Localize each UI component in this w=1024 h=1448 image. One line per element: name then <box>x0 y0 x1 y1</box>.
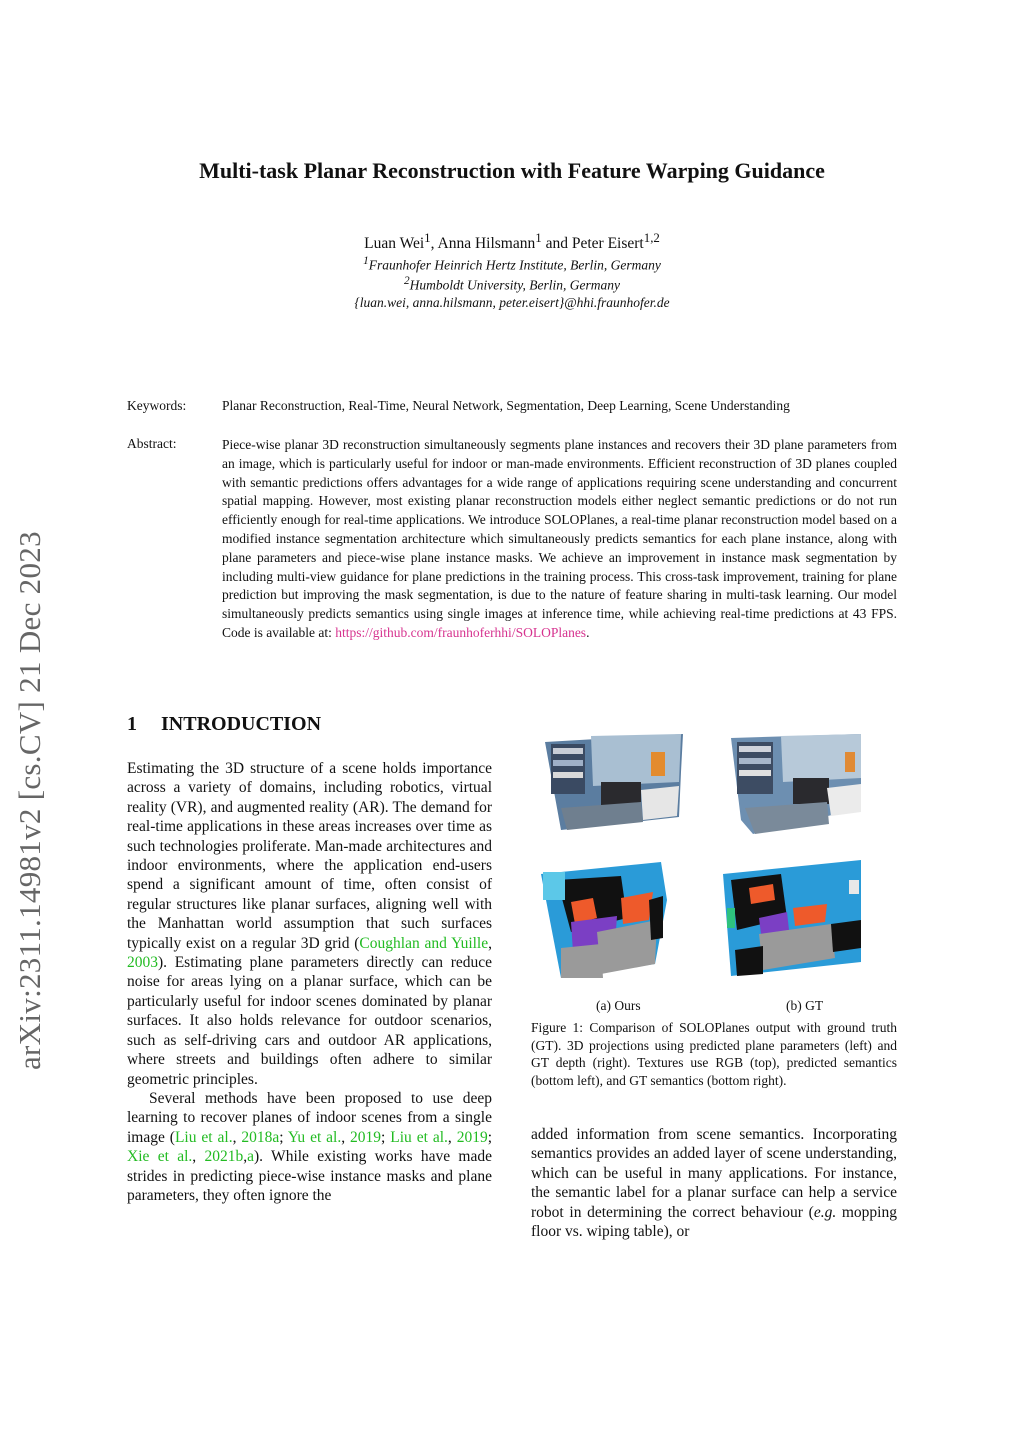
paragraph-text: Estimating the 3D structure of a scene holds importance across a variety of domains, including robotics, virtual reality (VR), and augmented reality (AR). The demand for real-time applications in these areas increases over time as such technologies proliferate. Man-made architectures and indoor environments, where the application end-users spend a significant amount of time, often consist of regular structures like planar surfaces, aligning well with the Manhattan world assumption that such surfaces typically exist on a regular 3D grid ( <box>127 760 492 952</box>
citation-link[interactable]: 2003 <box>127 954 158 972</box>
abstract-end: . <box>586 624 590 640</box>
left-column <box>127 759 492 1205</box>
paragraph <box>531 1125 897 1241</box>
affiliation-mark: 1,2 <box>643 230 660 245</box>
paragraph-text: ). While existing works have made strides in predicting piece-wise instance masks and plane parameters, they often ignore the <box>127 1148 492 1204</box>
citation-separator: , <box>488 934 492 952</box>
citation-separator: , <box>192 1148 205 1166</box>
author-separator: and <box>541 235 572 253</box>
affiliation-text: Fraunhofer Heinrich Hertz Institute, Berlin, Germany <box>368 257 661 273</box>
citation-separator: ; <box>487 1128 492 1146</box>
affiliation-mark: 1 <box>363 255 369 267</box>
paragraph-text: Several methods have been proposed to use deep learning to recover planes of indoor scenes from a single image ( <box>127 1089 492 1146</box>
section-heading <box>127 713 321 736</box>
keywords-text: Planar Reconstruction, Real-Time, Neural Network, Segmentation, Deep Learning, Scene Understanding <box>222 398 790 413</box>
section-number: 1 <box>127 713 137 735</box>
citation-link[interactable]: Liu et al. <box>390 1128 448 1146</box>
paragraph-text: ). Estimating plane parameters directly can reduce noise for areas lying on a planar surface, which can be particularly useful for indoor scenes dominated by planar surfaces. It also holds relevance for outdoor scenarios, such as self-driving cars and outdoor AR applications, where streets and buildings often adhere to similar geometric principles. <box>127 954 492 1088</box>
citation-link[interactable]: 2021b <box>204 1148 244 1166</box>
abstract-body <box>222 436 897 643</box>
author-emails: {luan.wei, anna.hilsmann, peter.eisert}@hhi.fraunhofer.de <box>354 295 670 310</box>
citation-separator: ; <box>381 1128 391 1146</box>
ours-rgb-projection <box>545 734 683 830</box>
citation-link[interactable]: 2019 <box>456 1128 488 1146</box>
ours-semantic-projection <box>541 862 667 978</box>
author-name: Peter Eisert <box>571 235 644 253</box>
affiliation-text: Humboldt University, Berlin, Germany <box>409 277 620 293</box>
section-title: INTRODUCTION <box>161 713 322 735</box>
right-column <box>531 1125 897 1241</box>
figure-caption: Figure 1: Comparison of SOLOPlanes output with ground truth (GT). 3D projections using predicted plane parameters (left) and GT depth (right). Textures use RGB (top), predicted semantics (bottom left), and GT semantics (bottom right). <box>531 1020 897 1088</box>
citation-separator: , <box>341 1128 351 1146</box>
figure-1-images <box>531 712 897 997</box>
citation-link[interactable]: Liu et al. <box>174 1128 233 1146</box>
paragraph <box>127 759 492 1089</box>
gt-semantic-projection <box>723 860 861 976</box>
paragraph-text: mopping floor vs. wiping table), or <box>531 1203 897 1241</box>
citation-separator: , <box>232 1128 242 1146</box>
affiliation-2 <box>0 275 1024 294</box>
citation-separator: , <box>243 1148 248 1166</box>
emphasis-text: e.g. <box>813 1203 837 1221</box>
citation-link[interactable]: a <box>247 1148 254 1166</box>
author-separator: , <box>430 235 438 253</box>
affiliation-mark: 1 <box>535 230 542 245</box>
citation-separator: ; <box>279 1128 288 1146</box>
citation-link[interactable]: Coughlan and Yuille <box>359 934 489 952</box>
citation-link[interactable]: 2018a <box>241 1128 280 1146</box>
citation-link[interactable]: Yu et al. <box>287 1128 342 1146</box>
author-list <box>0 230 1024 253</box>
citation-link[interactable]: Xie et al. <box>127 1148 193 1166</box>
citation-link[interactable]: 2019 <box>350 1128 382 1146</box>
affiliation-mark: 2 <box>404 275 410 287</box>
keywords-label: Keywords: <box>127 398 187 413</box>
paragraph-text: added information from scene semantics. Incorporating semantics provides an added layer of scene understanding, which can be useful in many applications. For instance, the semantic label for a planar surface can help a service robot in determining the correct behaviour ( <box>531 1126 897 1221</box>
arxiv-identifier: arXiv:2311.14981v2 [cs.CV] 21 Dec 2023 <box>12 531 47 1070</box>
paper-title: Multi-task Planar Reconstruction with Feature Warping Guidance <box>199 158 825 183</box>
author-name: Luan Wei <box>364 235 425 253</box>
affiliation-1 <box>0 255 1024 274</box>
abstract-text: Piece-wise planar 3D reconstruction simultaneously segments plane instances and recovers their 3D plane parameters from an image, which is particularly useful for indoor or man-made environments. Efficient reconstruction of 3D planes coupled with semantic predictions offers advantages for a wide range of applications requiring scene understanding and concurrent spatial mapping. However, most existing planar reconstruction models either neglect semantic predictions or do not run efficiently enough for real-time applications. We introduce SOLOPlanes, a real-time planar reconstruction model based on a modified instance segmentation architecture which simultaneously predicts semantics for each plane instance, along with plane parameters and piece-wise plane instance masks. We achieve an improvement in instance mask segmentation by including multi-view guidance for plane predictions in the training process. This cross-task improvement, training for plane prediction but improving the mask segmentation, is due to the nature of feature sharing in multi-task learning. Our model simultaneously predicts semantics using single images at inference time, while achieving real-time predictions at 43 FPS. Code is available at: <box>222 437 897 640</box>
citation-separator: , <box>447 1128 457 1146</box>
subfigure-label-ours: (a) Ours <box>596 998 641 1013</box>
affiliation-mark: 1 <box>424 230 431 245</box>
subfigure-label-gt: (b) GT <box>786 998 824 1013</box>
code-link[interactable]: https://github.com/fraunhoferhhi/SOLOPlanes <box>335 624 587 640</box>
paragraph <box>127 1089 492 1205</box>
gt-rgb-projection <box>731 734 861 834</box>
author-name: Anna Hilsmann <box>437 235 536 253</box>
abstract-label: Abstract: <box>127 436 177 451</box>
